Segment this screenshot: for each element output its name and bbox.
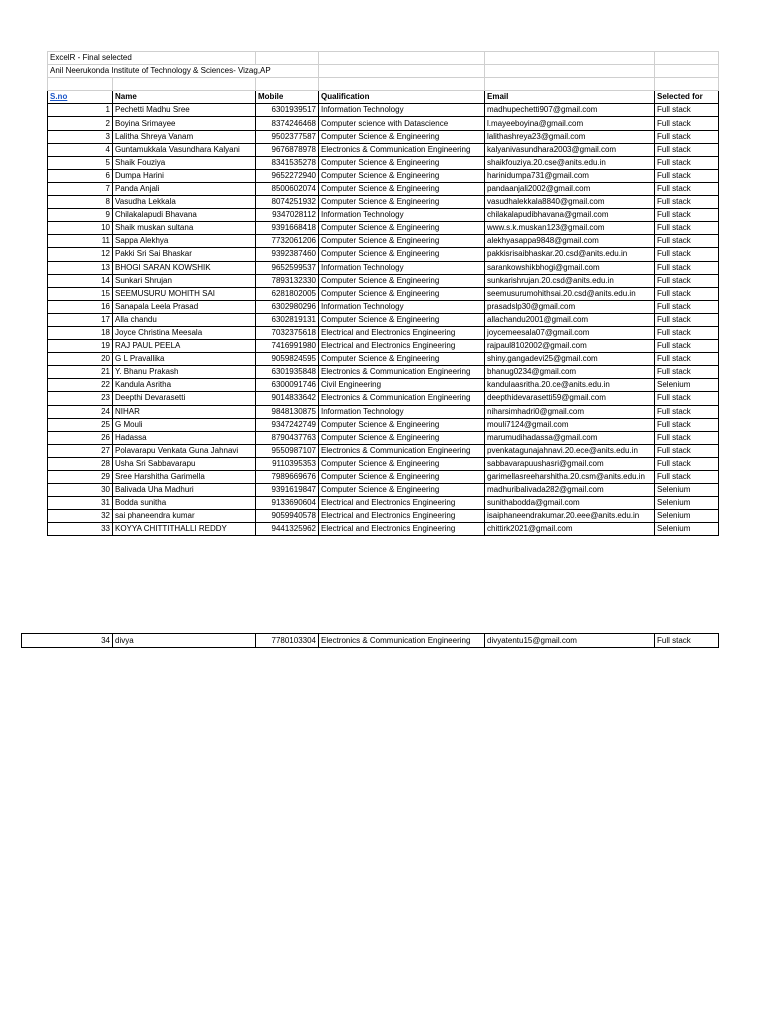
cell-selected-for[interactable]: Full stack — [655, 169, 719, 182]
cell-qualification[interactable]: Information Technology — [319, 261, 485, 274]
cell-mobile[interactable]: 9652599537 — [256, 261, 319, 274]
cell-name[interactable]: Joyce Christina Meesala — [113, 326, 256, 339]
cell-email[interactable]: l.mayeeboyina@gmail.com — [485, 117, 655, 130]
cell-name[interactable]: Balivada Uha Madhuri — [113, 484, 256, 497]
table-row — [48, 209, 719, 222]
cell-mobile[interactable]: 6301935848 — [256, 366, 319, 379]
cell-sno[interactable]: 12 — [48, 248, 113, 261]
cell-selected-for[interactable]: Selenium — [655, 523, 719, 536]
cell-selected-for[interactable]: Full stack — [655, 418, 719, 431]
cell-mobile[interactable]: 9391668418 — [256, 222, 319, 235]
cell-sno[interactable]: 21 — [48, 366, 113, 379]
cell-name[interactable]: Polavarapu Venkata Guna Jahnavi — [113, 444, 256, 457]
cell-qualification[interactable]: Information Technology — [319, 209, 485, 222]
cell-mobile[interactable]: 8074251932 — [256, 196, 319, 209]
cell-selected-for[interactable]: Full stack — [655, 222, 719, 235]
cell-name[interactable]: Deepthi Devarasetti — [113, 392, 256, 405]
cell-sno[interactable]: 11 — [48, 235, 113, 248]
cell-email[interactable]: sunkarishrujan.20.csd@anits.edu.in — [485, 274, 655, 287]
table-row — [48, 117, 719, 130]
cell-mobile[interactable]: 6300091746 — [256, 379, 319, 392]
cell-selected-for[interactable]: Full stack — [655, 392, 719, 405]
cell-qualification[interactable]: Computer Science & Engineering — [319, 471, 485, 484]
cell-qualification[interactable]: Electronics & Communication Engineering — [319, 634, 485, 647]
table-row — [48, 405, 719, 418]
cell-name[interactable]: G Mouli — [113, 418, 256, 431]
header-row — [48, 91, 719, 104]
cell-selected-for[interactable]: Full stack — [655, 300, 719, 313]
cell-email[interactable]: sarankowshikbhogi@gmail.com — [485, 261, 655, 274]
cell-name[interactable]: Pakki Sri Sai Bhaskar — [113, 248, 256, 261]
cell-mobile[interactable]: 9059824595 — [256, 353, 319, 366]
cell-mobile[interactable]: 7732061206 — [256, 235, 319, 248]
cell-name[interactable]: BHOGI SARAN KOWSHIK — [113, 261, 256, 274]
cell-name[interactable]: sai phaneendra kumar — [113, 510, 256, 523]
cell-sno[interactable]: 23 — [48, 392, 113, 405]
cell-name[interactable]: Y. Bhanu Prakash — [113, 366, 256, 379]
cell-name[interactable]: NIHAR — [113, 405, 256, 418]
title-row — [48, 52, 719, 65]
table-row — [48, 313, 719, 326]
cell-name[interactable]: Boyina Srimayee — [113, 117, 256, 130]
table-row — [48, 353, 719, 366]
cell-mobile[interactable]: 7416991980 — [256, 340, 319, 353]
cell-mobile[interactable]: 9014833642 — [256, 392, 319, 405]
cell-mobile[interactable]: 8341535278 — [256, 156, 319, 169]
blank-row — [48, 78, 719, 91]
cell-qualification[interactable]: Electronics & Communication Engineering — [319, 143, 485, 156]
cell-sno[interactable]: 28 — [48, 457, 113, 470]
cell-mobile[interactable]: 7032375618 — [256, 326, 319, 339]
cell-sno[interactable]: 10 — [48, 222, 113, 235]
header-selected-for[interactable]: Selected for — [655, 91, 719, 104]
cell-mobile[interactable]: 6281802005 — [256, 287, 319, 300]
institution-row — [48, 65, 719, 78]
cell-name[interactable]: Sappa Alekhya — [113, 235, 256, 248]
cell-mobile[interactable]: 9392387460 — [256, 248, 319, 261]
cell-email[interactable]: rajpaul8102002@gmail.com — [485, 340, 655, 353]
cell-qualification[interactable]: Information Technology — [319, 104, 485, 117]
cell-email[interactable]: divyatentu15@gmail.com — [485, 634, 655, 647]
cell-email[interactable]: pvenkatagunajahnavi.20.ece@anits.edu.in — [485, 444, 655, 457]
cell-sno[interactable]: 9 — [48, 209, 113, 222]
cell-sno[interactable]: 4 — [48, 143, 113, 156]
cell-selected-for[interactable]: Full stack — [655, 182, 719, 195]
cell-qualification[interactable]: Computer science with Datascience — [319, 117, 485, 130]
cell-mobile[interactable]: 9347028112 — [256, 209, 319, 222]
cell-name[interactable]: Shaik Fouziya — [113, 156, 256, 169]
cell-qualification[interactable]: Computer Science & Engineering — [319, 235, 485, 248]
table-row — [48, 523, 719, 536]
cell-selected-for[interactable]: Selenium — [655, 510, 719, 523]
table-row — [48, 104, 719, 117]
cell-sno[interactable]: 24 — [48, 405, 113, 418]
cell-name[interactable]: Chilakalapudi Bhavana — [113, 209, 256, 222]
cell-email[interactable]: alekhyasappa9848@gmail.com — [485, 235, 655, 248]
cell-name[interactable]: Dumpa Harini — [113, 169, 256, 182]
cell-email[interactable]: mouli7124@gmail.com — [485, 418, 655, 431]
cell-sno[interactable]: 30 — [48, 484, 113, 497]
cell-mobile[interactable]: 7893132330 — [256, 274, 319, 287]
table-row — [48, 471, 719, 484]
cell-mobile[interactable]: 7989669676 — [256, 471, 319, 484]
cell-name[interactable]: Sree Harshitha Garimella — [113, 471, 256, 484]
cell-selected-for[interactable]: Full stack — [655, 444, 719, 457]
cell-qualification[interactable]: Computer Science & Engineering — [319, 418, 485, 431]
cell-email[interactable]: madhupechetti907@gmail.com — [485, 104, 655, 117]
cell-qualification[interactable]: Computer Science & Engineering — [319, 457, 485, 470]
cell-email[interactable]: sunithabodda@gmail.com — [485, 497, 655, 510]
cell-email[interactable]: bhanug0234@gmail.com — [485, 366, 655, 379]
table-row — [48, 169, 719, 182]
cell-selected-for[interactable]: Full stack — [655, 248, 719, 261]
header-sno[interactable] — [48, 91, 113, 104]
cell-sno[interactable]: 22 — [48, 379, 113, 392]
cell-name[interactable]: Panda Anjali — [113, 182, 256, 195]
cell-name[interactable]: Bodda sunitha — [113, 497, 256, 510]
header-qualification[interactable]: Qualification — [319, 91, 485, 104]
spreadsheet — [47, 51, 719, 648]
table-row — [48, 248, 719, 261]
cell-mobile[interactable]: 8374246468 — [256, 117, 319, 130]
cell-selected-for[interactable]: Full stack — [655, 471, 719, 484]
cell-email[interactable]: kalyanivasundhara2003@gmail.com — [485, 143, 655, 156]
cell-mobile[interactable]: 9133690604 — [256, 497, 319, 510]
cell-sno[interactable]: 25 — [48, 418, 113, 431]
cell-selected-for[interactable]: Full stack — [655, 209, 719, 222]
header-mobile[interactable]: Mobile — [256, 91, 319, 104]
cell-mobile[interactable]: 8500602074 — [256, 182, 319, 195]
cell-selected-for[interactable]: Full stack — [655, 457, 719, 470]
cell-name[interactable]: Shaik muskan sultana — [113, 222, 256, 235]
cell-qualification[interactable]: Electronics & Communication Engineering — [319, 366, 485, 379]
cell-qualification[interactable]: Civil Engineering — [319, 379, 485, 392]
cell-qualification[interactable]: Computer Science & Engineering — [319, 484, 485, 497]
cell-sno[interactable]: 3 — [48, 130, 113, 143]
table-row — [48, 300, 719, 313]
cell-email[interactable]: lalithashreya23@gmail.com — [485, 130, 655, 143]
cell-sno[interactable]: 31 — [48, 497, 113, 510]
cell-email[interactable]: seemusurumohithsai.20.csd@anits.edu.in — [485, 287, 655, 300]
cell-qualification[interactable]: Electrical and Electronics Engineering — [319, 497, 485, 510]
cell-name[interactable]: Usha Sri Sabbavarapu — [113, 457, 256, 470]
cell-name[interactable]: Sanapala Leela Prasad — [113, 300, 256, 313]
cell-sno[interactable]: 14 — [48, 274, 113, 287]
cell-sno[interactable]: 8 — [48, 196, 113, 209]
cell-sno[interactable]: 19 — [48, 340, 113, 353]
extra-table — [21, 633, 719, 647]
cell-mobile[interactable]: 9550987107 — [256, 444, 319, 457]
cell-mobile[interactable]: 9441325962 — [256, 523, 319, 536]
cell-selected-for[interactable]: Full stack — [655, 326, 719, 339]
cell-qualification[interactable]: Computer Science & Engineering — [319, 274, 485, 287]
cell-name[interactable]: KOYYA CHITTITHALLI REDDY — [113, 523, 256, 536]
cell-mobile[interactable]: 6302980296 — [256, 300, 319, 313]
cell-sno[interactable]: 5 — [48, 156, 113, 169]
cell-sno[interactable]: 1 — [48, 104, 113, 117]
table-row — [48, 182, 719, 195]
table-row — [48, 392, 719, 405]
cell-qualification[interactable]: Computer Science & Engineering — [319, 222, 485, 235]
cell-sno[interactable]: 16 — [48, 300, 113, 313]
cell-mobile[interactable]: 9676878978 — [256, 143, 319, 156]
cell-qualification[interactable]: Computer Science & Engineering — [319, 169, 485, 182]
cell-name[interactable]: Alla chandu — [113, 313, 256, 326]
cell-selected-for[interactable]: Selenium — [655, 379, 719, 392]
cell-name[interactable]: Pechetti Madhu Sree — [113, 104, 256, 117]
cell-mobile[interactable]: 7780103304 — [256, 634, 319, 647]
cell-qualification[interactable]: Computer Science & Engineering — [319, 313, 485, 326]
cell-sno[interactable]: 13 — [48, 261, 113, 274]
cell-mobile[interactable]: 9110395353 — [256, 457, 319, 470]
cell-sno[interactable]: 26 — [48, 431, 113, 444]
table-row — [48, 287, 719, 300]
cell-email[interactable]: vasudhalekkala8840@gmail.com — [485, 196, 655, 209]
cell-email[interactable]: prasadslp30@gmail.com — [485, 300, 655, 313]
cell-email[interactable]: pandaanjali2002@gmail.com — [485, 182, 655, 195]
cell-email[interactable]: pakkisrisaibhaskar.20.csd@anits.edu.in — [485, 248, 655, 261]
cell-sno[interactable]: 33 — [48, 523, 113, 536]
cell-email[interactable]: madhuribalivada282@gmail.com — [485, 484, 655, 497]
cell-email[interactable]: chittirk2021@gmail.com — [485, 523, 655, 536]
cell-selected-for[interactable]: Selenium — [655, 497, 719, 510]
table-row — [22, 634, 719, 647]
cell-qualification[interactable]: Electrical and Electronics Engineering — [319, 523, 485, 536]
cell-qualification[interactable]: Electrical and Electronics Engineering — [319, 326, 485, 339]
cell-name[interactable]: G L Pravallika — [113, 353, 256, 366]
cell-qualification[interactable]: Information Technology — [319, 405, 485, 418]
table-row — [48, 340, 719, 353]
cell-selected-for[interactable]: Full stack — [655, 340, 719, 353]
cell-mobile[interactable]: 6302819131 — [256, 313, 319, 326]
cell-sno[interactable]: 17 — [48, 313, 113, 326]
cell-sno[interactable]: 34 — [22, 634, 113, 647]
table-row — [48, 274, 719, 287]
cell-name[interactable]: Vasudha Lekkala — [113, 196, 256, 209]
table-row — [48, 366, 719, 379]
cell-mobile[interactable]: 8790437763 — [256, 431, 319, 444]
cell-email[interactable]: allachandu2001@gmail.com — [485, 313, 655, 326]
table-row — [48, 457, 719, 470]
cell-qualification[interactable]: Computer Science & Engineering — [319, 353, 485, 366]
cell-sno[interactable]: 2 — [48, 117, 113, 130]
cell-sno[interactable]: 27 — [48, 444, 113, 457]
cell-sno[interactable]: 20 — [48, 353, 113, 366]
table-row — [48, 222, 719, 235]
cell-email[interactable]: isaiphaneendrakumar.20.eee@anits.edu.in — [485, 510, 655, 523]
sheet-title[interactable]: ExcelR - Final selected — [48, 52, 256, 65]
cell-name[interactable]: Guntamukkala Vasundhara Kalyani — [113, 143, 256, 156]
cell-qualification[interactable]: Computer Science & Engineering — [319, 287, 485, 300]
cell-selected-for[interactable]: Full stack — [655, 274, 719, 287]
cell-selected-for[interactable]: Full stack — [655, 117, 719, 130]
cell-qualification[interactable]: Electronics & Communication Engineering — [319, 392, 485, 405]
cell-selected-for[interactable]: Full stack — [655, 287, 719, 300]
cell-selected-for[interactable]: Full stack — [655, 196, 719, 209]
cell-sno[interactable]: 6 — [48, 169, 113, 182]
cell-selected-for[interactable]: Full stack — [655, 156, 719, 169]
cell-selected-for[interactable]: Full stack — [655, 143, 719, 156]
cell-qualification[interactable]: Computer Science & Engineering — [319, 130, 485, 143]
table-row — [48, 196, 719, 209]
cell-mobile[interactable]: 9502377587 — [256, 130, 319, 143]
cell-mobile[interactable]: 9347242749 — [256, 418, 319, 431]
cell-qualification[interactable]: Electrical and Electronics Engineering — [319, 510, 485, 523]
table-row — [48, 130, 719, 143]
table-row — [48, 261, 719, 274]
cell-email[interactable]: shaikfouziya.20.cse@anits.edu.in — [485, 156, 655, 169]
cell-selected-for[interactable]: Full stack — [655, 405, 719, 418]
cell-qualification[interactable]: Computer Science & Engineering — [319, 182, 485, 195]
cell-sno[interactable]: 32 — [48, 510, 113, 523]
cell-mobile[interactable]: 9848130875 — [256, 405, 319, 418]
cell-qualification[interactable]: Electronics & Communication Engineering — [319, 444, 485, 457]
table-row — [48, 143, 719, 156]
cell-name[interactable]: Kandula Asritha — [113, 379, 256, 392]
header-email[interactable]: Email — [485, 91, 655, 104]
cell-name[interactable]: RAJ PAUL PEELA — [113, 340, 256, 353]
cell-name[interactable]: Lalitha Shreya Vanam — [113, 130, 256, 143]
cell-name[interactable]: Sunkari Shrujan — [113, 274, 256, 287]
cell-selected-for[interactable]: Full stack — [655, 104, 719, 117]
cell-qualification[interactable]: Computer Science & Engineering — [319, 248, 485, 261]
table-row — [48, 431, 719, 444]
cell-selected-for[interactable]: Full stack — [655, 366, 719, 379]
cell-qualification[interactable]: Information Technology — [319, 300, 485, 313]
cell-selected-for[interactable]: Full stack — [655, 353, 719, 366]
cell-selected-for[interactable]: Full stack — [655, 261, 719, 274]
cell-mobile[interactable]: 9059940578 — [256, 510, 319, 523]
cell-mobile[interactable]: 9652272940 — [256, 169, 319, 182]
header-name[interactable]: Name — [113, 91, 256, 104]
cell-qualification[interactable]: Computer Science & Engineering — [319, 431, 485, 444]
cell-email[interactable]: harinidumpa731@gmail.com — [485, 169, 655, 182]
cell-name[interactable]: Hadassa — [113, 431, 256, 444]
cell-qualification[interactable]: Computer Science & Engineering — [319, 196, 485, 209]
cell-mobile[interactable]: 9391619847 — [256, 484, 319, 497]
cell-email[interactable]: sabbavarapuushasri@gmail.com — [485, 457, 655, 470]
cell-sno[interactable]: 18 — [48, 326, 113, 339]
cell-qualification[interactable]: Computer Science & Engineering — [319, 156, 485, 169]
table-row — [48, 510, 719, 523]
cell-mobile[interactable]: 6301939517 — [256, 104, 319, 117]
cell-name[interactable]: divya — [113, 634, 256, 647]
cell-name[interactable]: SEEMUSURU MOHITH SAI — [113, 287, 256, 300]
cell-email[interactable]: deepthidevarasetti59@gmail.com — [485, 392, 655, 405]
cell-email[interactable]: chilakalapudibhavana@gmail.com — [485, 209, 655, 222]
cell-sno[interactable]: 7 — [48, 182, 113, 195]
cell-email[interactable]: shiny.gangadevi25@gmail.com — [485, 353, 655, 366]
cell-selected-for[interactable]: Full stack — [655, 431, 719, 444]
cell-email[interactable]: www.s.k.muskan123@gmail.com — [485, 222, 655, 235]
cell-selected-for[interactable]: Full stack — [655, 313, 719, 326]
sheet-table — [47, 51, 719, 536]
cell-sno[interactable]: 15 — [48, 287, 113, 300]
institution-name[interactable]: Anil Neerukonda Institute of Technology & Sciences- Vizag,AP — [48, 65, 319, 78]
cell-qualification[interactable]: Electrical and Electronics Engineering — [319, 340, 485, 353]
table-row — [48, 379, 719, 392]
empty-sheet-area — [47, 536, 719, 633]
table-row — [48, 444, 719, 457]
cell-email[interactable]: marumudihadassa@gmail.com — [485, 431, 655, 444]
cell-selected-for[interactable]: Selenium — [655, 484, 719, 497]
cell-email[interactable]: garimellasreeharshitha.20.csm@anits.edu.in — [485, 471, 655, 484]
table-row — [48, 235, 719, 248]
table-row — [48, 484, 719, 497]
cell-selected-for[interactable]: Full stack — [655, 130, 719, 143]
cell-email[interactable]: niharsimhadri0@gmail.com — [485, 405, 655, 418]
sno-header-link[interactable]: S.no — [50, 92, 68, 102]
table-row — [48, 497, 719, 510]
table-row — [48, 418, 719, 431]
cell-selected-for[interactable]: Full stack — [655, 235, 719, 248]
cell-sno[interactable]: 29 — [48, 471, 113, 484]
cell-email[interactable]: kandulaasritha.20.ce@anits.edu.in — [485, 379, 655, 392]
cell-selected-for[interactable]: Full stack — [655, 634, 719, 647]
cell-email[interactable]: joycemeesala07@gmail.com — [485, 326, 655, 339]
table-row — [48, 156, 719, 169]
table-row — [48, 326, 719, 339]
